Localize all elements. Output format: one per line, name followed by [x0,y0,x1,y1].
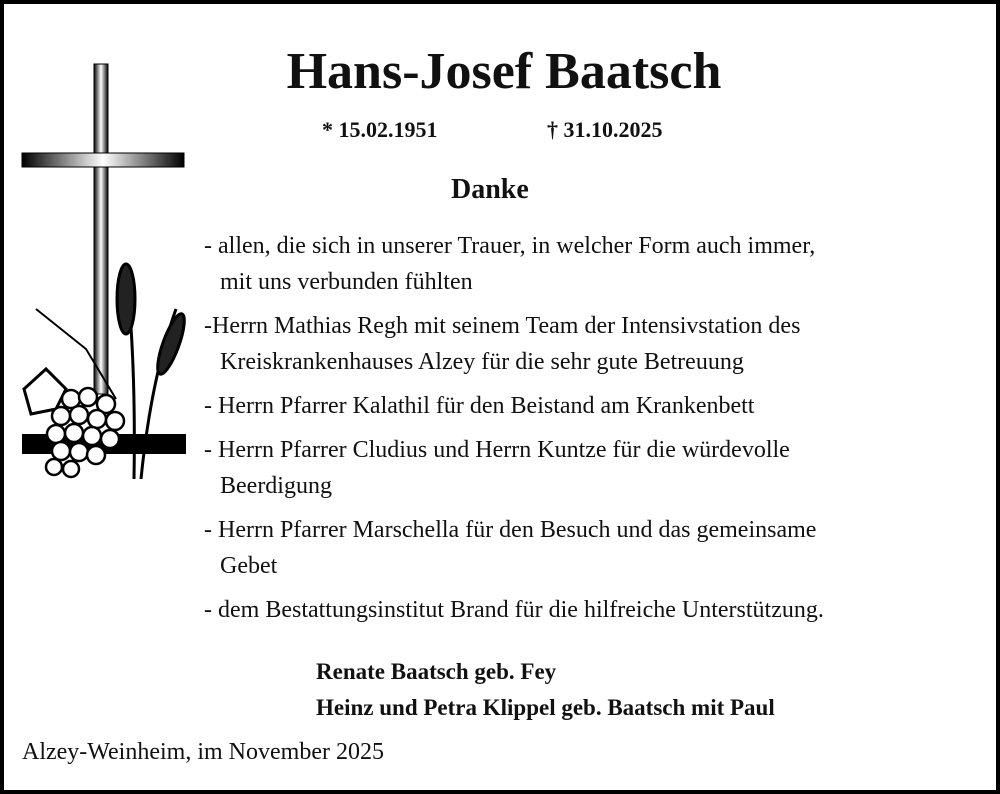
item-text-continued: mit uns verbunden fühlten [220,269,473,295]
deceased-name: Hans-Josef Baatsch [286,43,722,100]
cross-wheat-grapes-icon [16,59,196,489]
item-text: -Herrn Mathias Regh mit seinem Team der Intensivstation des [204,313,801,339]
list-item [204,432,984,504]
item-text-continued: Gebet [220,553,278,579]
list-item [204,592,984,628]
item-text: - Herrn Pfarrer Kalathil für den Beistand am Krankenbett [204,393,755,419]
birth-date: * 15.02.1951 [322,117,438,142]
item-text: - Herrn Pfarrer Marschella für den Besuch und das gemeinsame [204,517,817,543]
list-item [204,512,984,584]
item-text: - dem Bestattungsinstitut Brand für die hilfreiche Unterstützung. [204,597,824,623]
item-text-continued: Kreiskrankenhauses Alzey für die sehr gute Betreuung [220,349,744,375]
signature-line: Heinz und Petra Klippel geb. Baatsch mit Paul [316,695,775,720]
item-text: - Herrn Pfarrer Cludius und Herrn Kuntze für die würdevolle [204,437,790,463]
thanks-heading: Danke [451,174,529,205]
place-date: Alzey-Weinheim, im November 2025 [22,739,384,765]
signature-line: Renate Baatsch geb. Fey [316,659,557,684]
list-item [204,228,984,300]
list-item [204,388,984,424]
item-text-continued: Beerdigung [220,473,332,499]
signatures [316,654,775,726]
item-text: - allen, die sich in unserer Trauer, in welcher Form auch immer, [204,233,816,259]
death-date: † 31.10.2025 [547,117,663,142]
thanks-list [204,228,984,636]
list-item [204,308,984,380]
